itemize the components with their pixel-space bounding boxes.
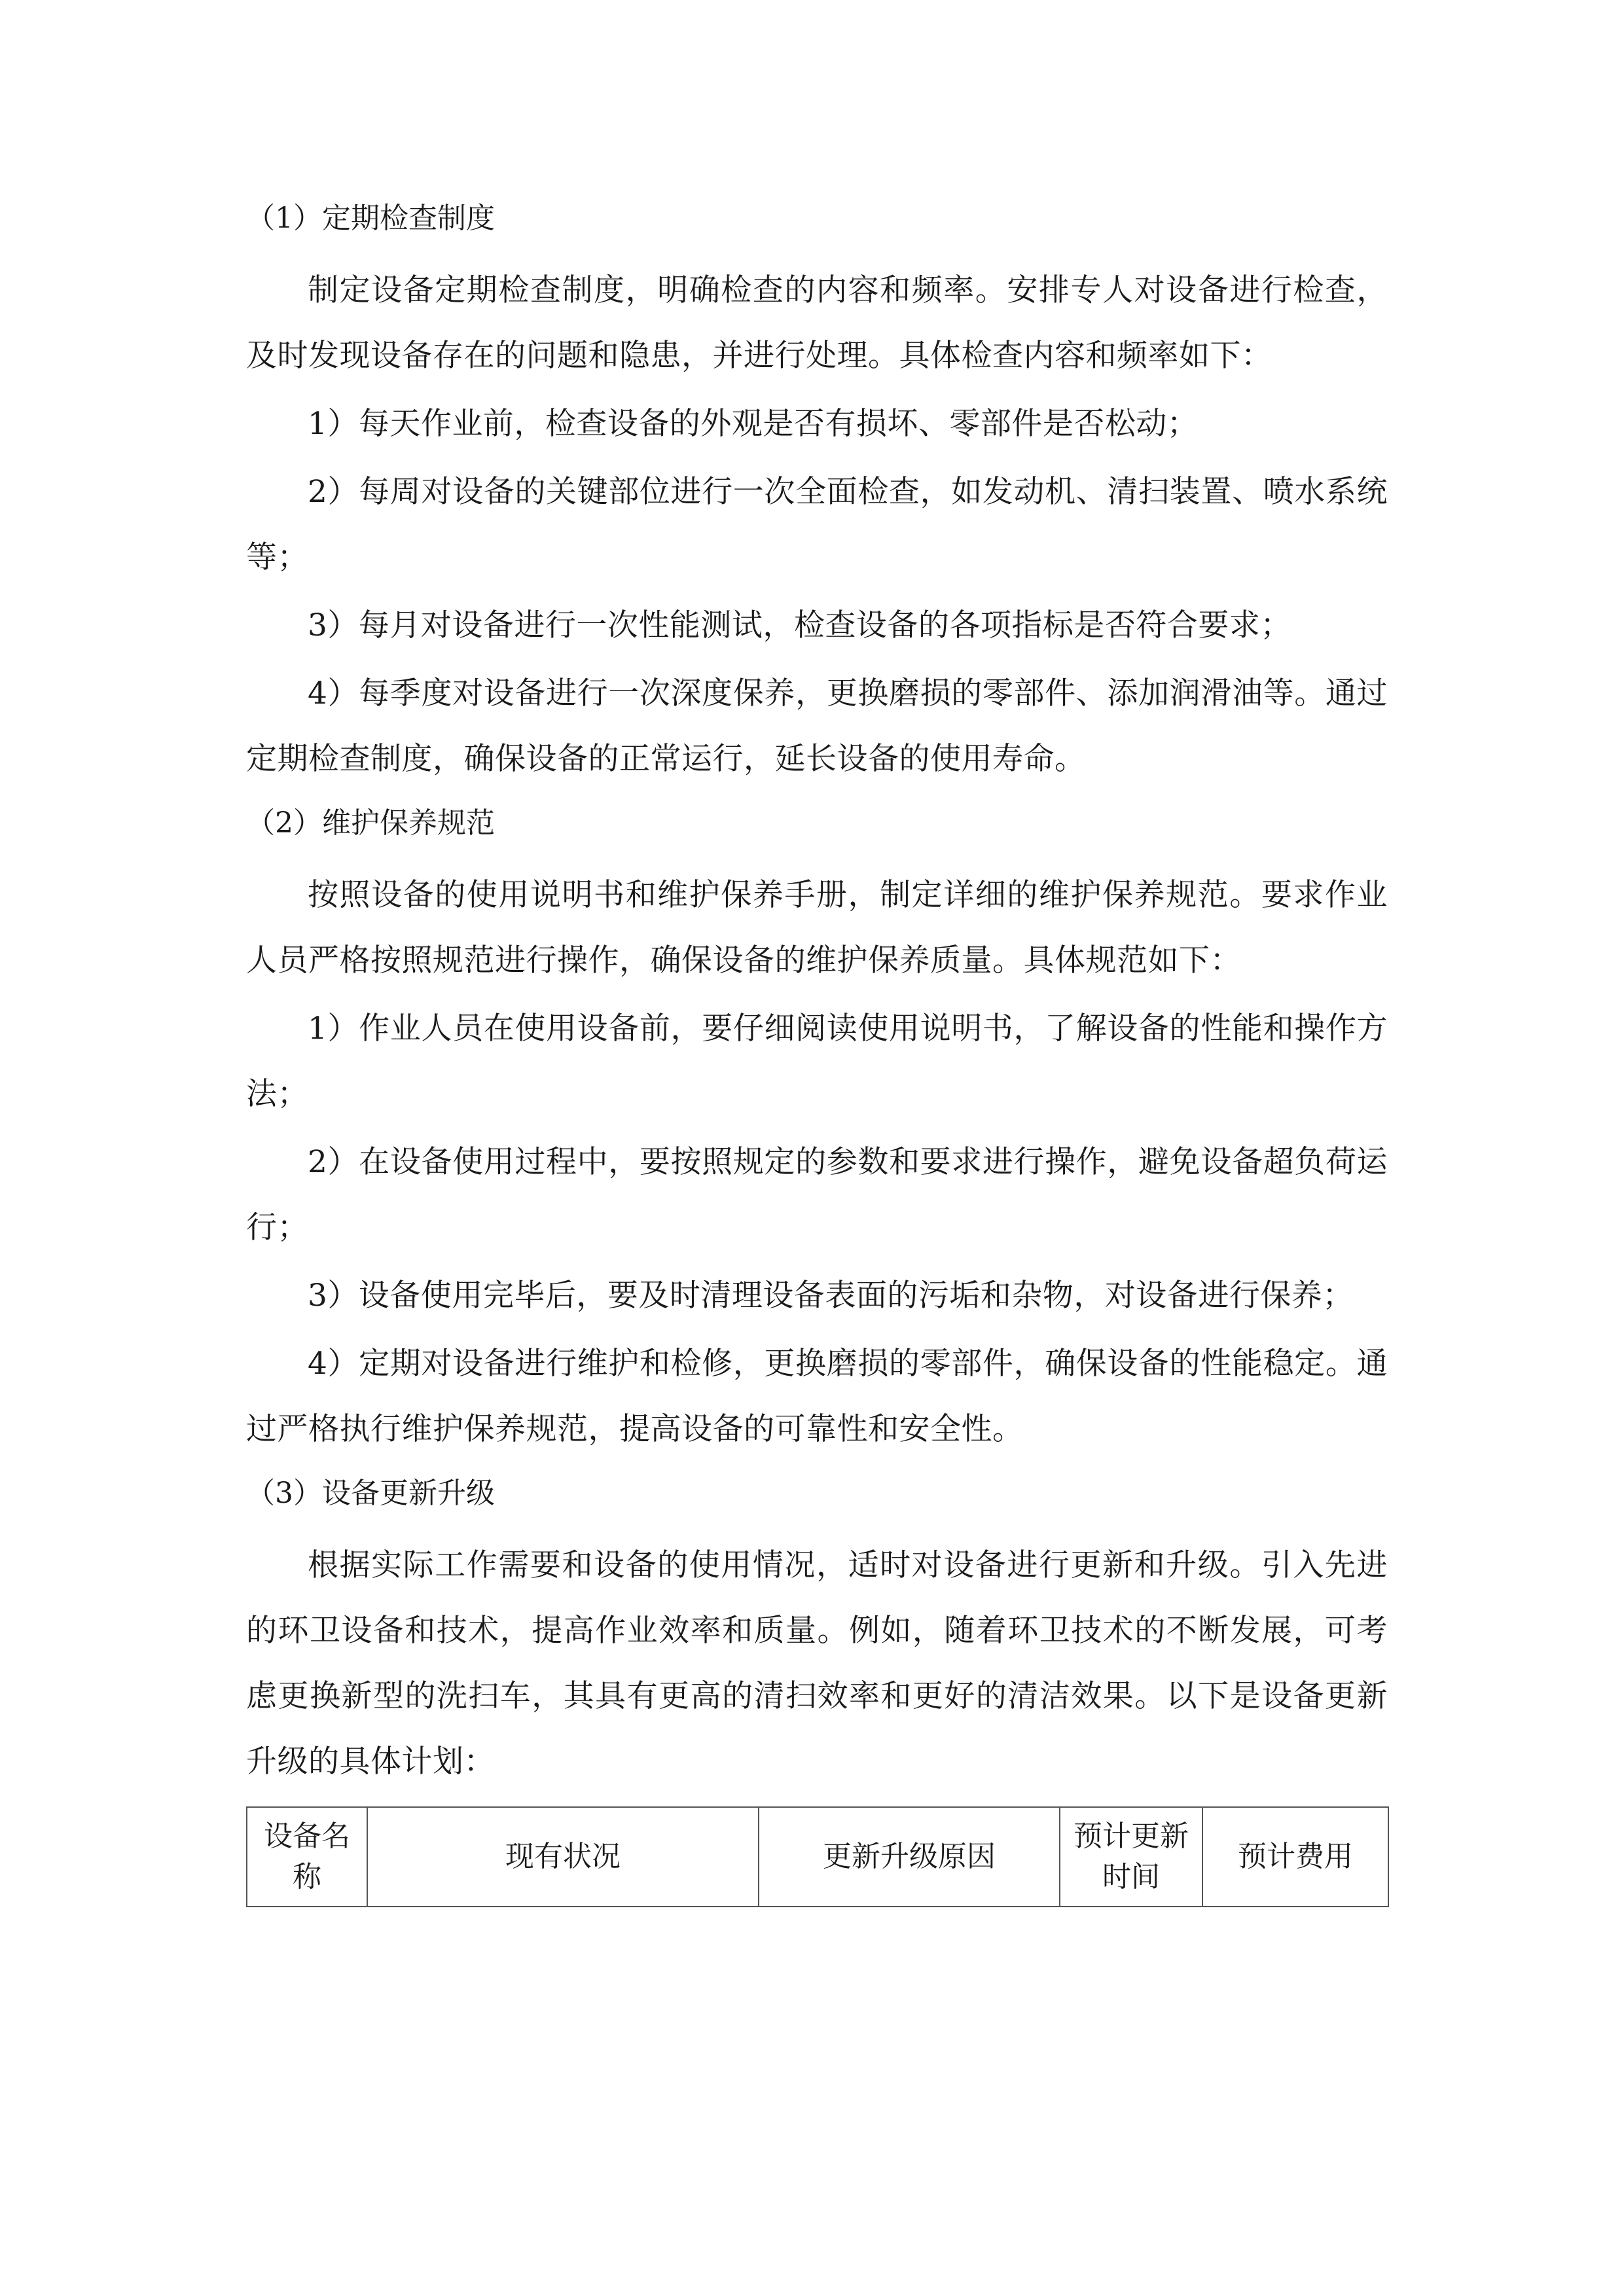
paragraph: 按照设备的使用说明书和维护保养手册，制定详细的维护保养规范。要求作业人员严格按照规范进行操作，确保设备的维护保养质量。具体规范如下：: [246, 877, 1388, 978]
section-heading: （3）设备更新升级: [246, 1477, 495, 1510]
column-header-current-status: 现有状况: [367, 1807, 759, 1907]
column-header-upgrade-reason: 更新升级原因: [759, 1807, 1060, 1907]
section-heading: （2）维护保养规范: [246, 806, 495, 840]
column-header-estimated-cost: 预计费用: [1202, 1807, 1388, 1907]
section-maintenance-standards: [246, 795, 1388, 1462]
list-item: 2）在设备使用过程中，要按照规定的参数和要求进行操作，避免设备超负荷运行；: [246, 1144, 1388, 1246]
list-item: 2）每周对设备的关键部位进行一次全面检查，如发动机、清扫装置、喷水系统等；: [246, 474, 1388, 575]
upgrade-plan-table: [246, 1806, 1389, 1907]
list-item: 1）作业人员在使用设备前，要仔细阅读使用说明书，了解设备的性能和操作方法；: [246, 1011, 1388, 1112]
column-header-estimated-time: 预计更新时间: [1060, 1807, 1202, 1907]
section-periodic-inspection: [246, 190, 1388, 792]
section-equipment-upgrade: [246, 1465, 1388, 1795]
list-item: 3）设备使用完毕后，要及时清理设备表面的污垢和杂物，对设备进行保养；: [308, 1278, 1354, 1314]
paragraph: 制定设备定期检查制度，明确检查的内容和频率。安排专人对设备进行检查，及时发现设备存在的问题和隐患，并进行处理。具体检查内容和频率如下：: [246, 272, 1388, 374]
list-item: 1）每天作业前，检查设备的外观是否有损坏、零部件是否松动；: [308, 406, 1199, 442]
section-heading: （1）定期检查制度: [246, 202, 495, 235]
column-header-equipment-name: 设备名称: [247, 1807, 367, 1907]
list-item: 4）定期对设备进行维护和检修，更换磨损的零部件，确保设备的性能稳定。通过严格执行维护保养规范，提高设备的可靠性和安全性。: [246, 1346, 1388, 1447]
document-page: [246, 190, 1388, 1907]
paragraph: 根据实际工作需要和设备的使用情况，适时对设备进行更新和升级。引入先进的环卫设备和技术，提高作业效率和质量。例如，随着环卫技术的不断发展，可考虑更换新型的洗扫车，其具有更高的清扫效率和更好的清洁效果。以下是设备更新升级的具体计划：: [246, 1547, 1388, 1780]
list-item: 3）每月对设备进行一次性能测试，检查设备的各项指标是否符合要求；: [308, 607, 1291, 643]
upgrade-plan-table-wrap: [246, 1806, 1388, 1907]
list-item: 4）每季度对设备进行一次深度保养，更换磨损的零部件、添加润滑油等。通过定期检查制度，确保设备的正常运行，延长设备的使用寿命。: [246, 675, 1388, 777]
table-header-row: [247, 1807, 1388, 1907]
